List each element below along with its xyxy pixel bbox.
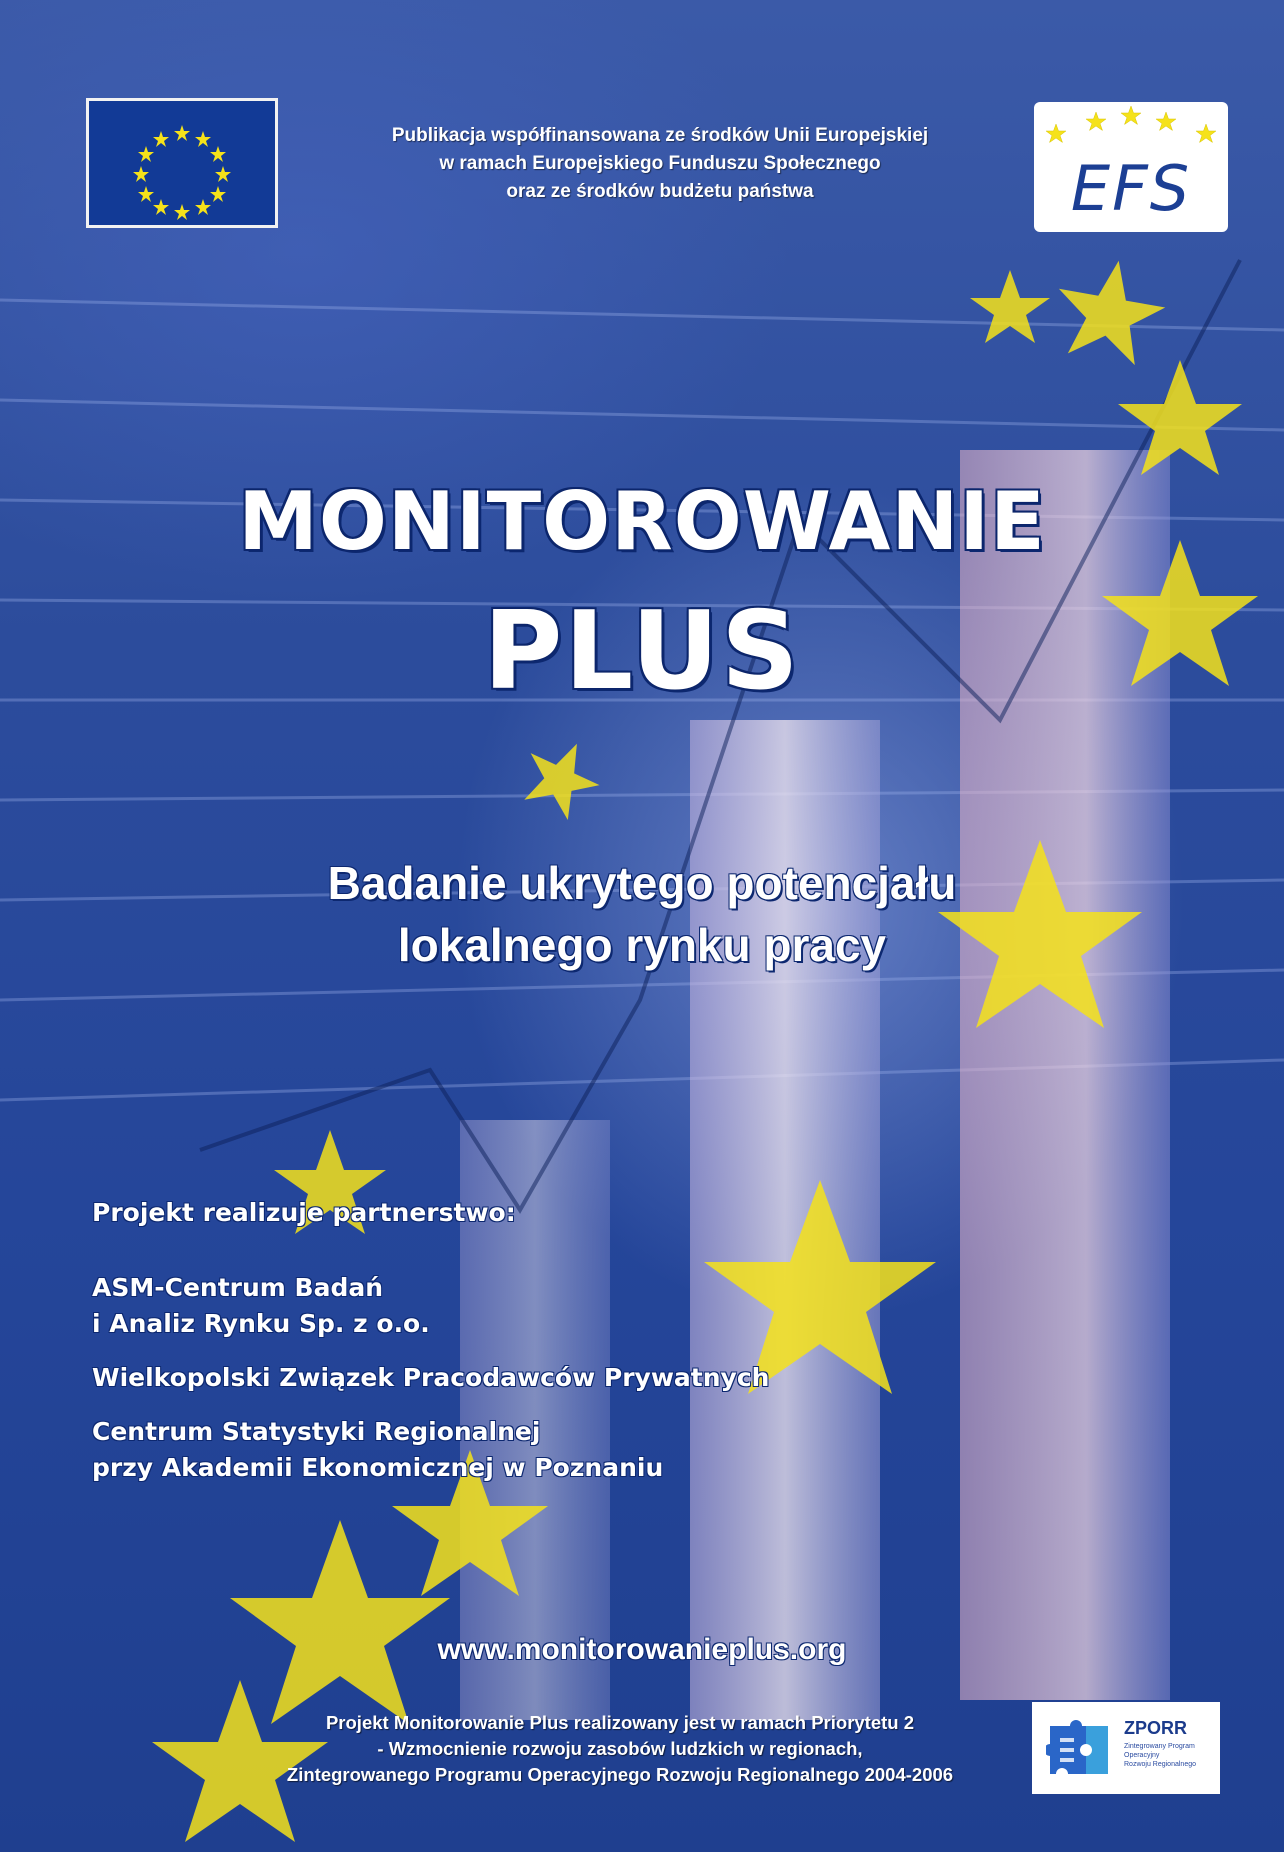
- partners-section: [92, 1196, 912, 1504]
- zporr-desc-line: Operacyjny: [1124, 1752, 1160, 1759]
- partner-line: przy Akademii Ekonomicznej w Poznaniu: [92, 1453, 664, 1482]
- footer-line: Zintegrowanego Programu Operacyjnego Rozwoju Regionalnego 2004-2006: [286, 1764, 954, 1785]
- website-url: www.monitorowanieplus.org: [437, 1633, 847, 1666]
- subtitle-line: lokalnego rynku pracy: [397, 919, 887, 971]
- partners-heading: Projekt realizuje partnerstwo:: [92, 1198, 516, 1227]
- cofinancing-line: oraz ze środków budżetu państwa: [506, 181, 814, 202]
- subtitle: [0, 852, 1284, 976]
- partner-line: Centrum Statystyki Regionalnej: [92, 1417, 541, 1446]
- footer-line: - Wzmocnienie rozwoju zasobów ludzkich w regionach,: [377, 1738, 863, 1759]
- eu-flag-logo: [86, 98, 278, 228]
- partner-asm: [92, 1270, 912, 1342]
- cofinancing-line: w ramach Europejskiego Funduszu Społecznego: [439, 153, 881, 174]
- partner-line: i Analiz Rynku Sp. z o.o.: [92, 1309, 430, 1338]
- zporr-logo-name: ZPORR: [1124, 1718, 1187, 1738]
- zporr-logo: [1032, 1702, 1220, 1794]
- efs-logo-text: EFS: [1070, 152, 1192, 225]
- partner-wzpp: [92, 1360, 912, 1396]
- zporr-logo-desc: [1124, 1742, 1216, 1769]
- partner-line: ASM-Centrum Badań: [92, 1273, 384, 1302]
- cofinancing-note: [300, 122, 1020, 206]
- zporr-puzzle-icon: [1046, 1720, 1112, 1780]
- footer-line: Projekt Monitorowanie Plus realizowany jest w ramach Priorytetu 2: [325, 1712, 915, 1733]
- cofinancing-line: Publikacja współfinansowana ze środków Unii Europejskiej: [391, 125, 929, 146]
- partner-csr: [92, 1414, 912, 1486]
- zporr-desc-line: Rozwoju Regionalnego: [1124, 1761, 1196, 1768]
- title-line-2: PLUS: [483, 589, 801, 714]
- title-line-1: MONITOROWANIE: [238, 475, 1046, 568]
- efs-logo: [1034, 102, 1228, 232]
- subtitle-line: Badanie ukrytego potencjału: [327, 857, 957, 909]
- partner-line: Wielkopolski Związek Pracodawców Prywatnych: [92, 1363, 770, 1392]
- zporr-desc-line: Zintegrowany Program: [1124, 1743, 1195, 1750]
- footer-note: [200, 1710, 1040, 1788]
- eu-flag-icon: [89, 101, 275, 225]
